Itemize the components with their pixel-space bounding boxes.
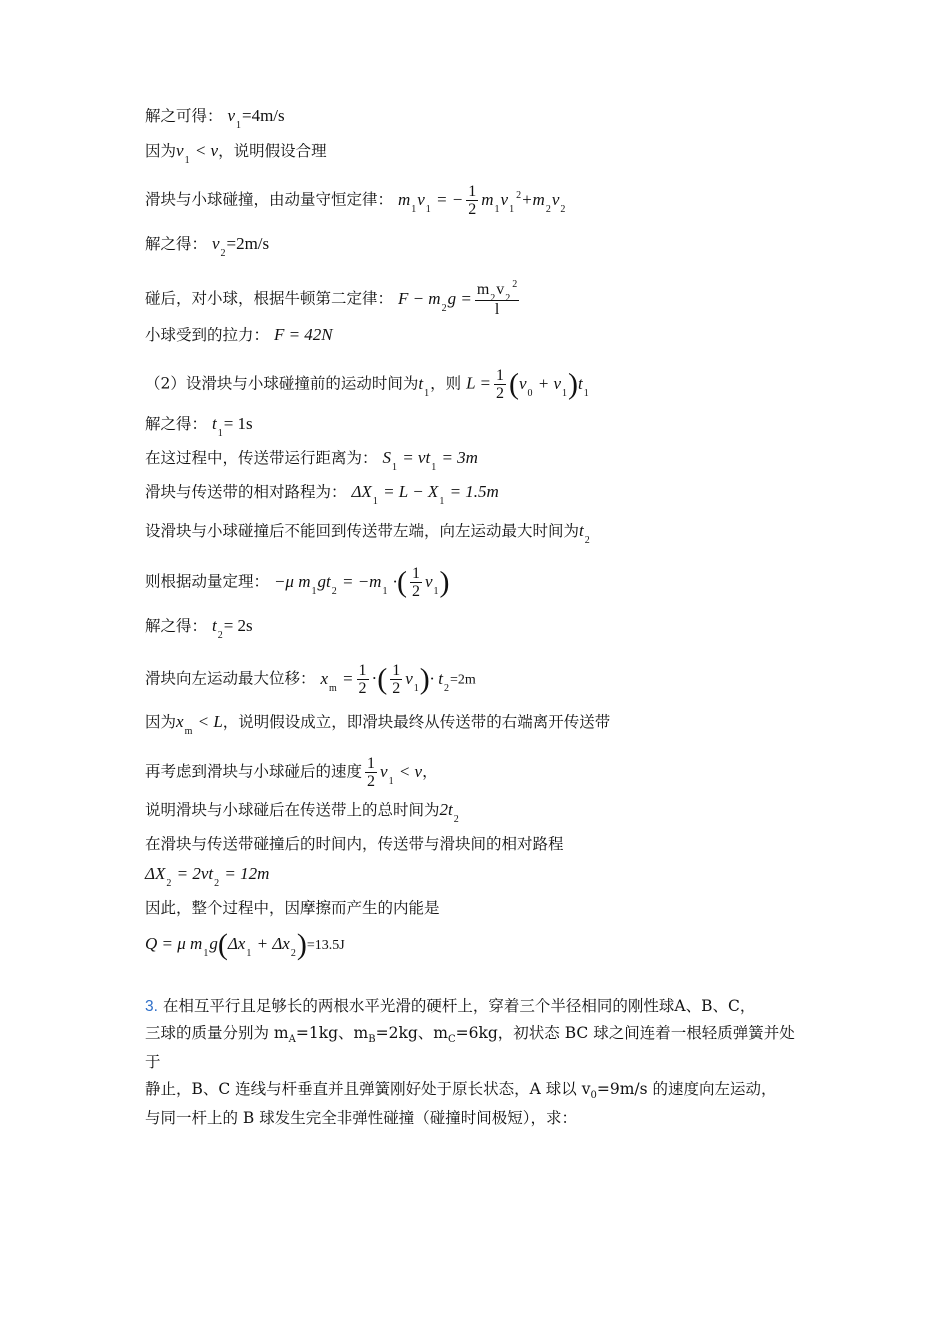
solution-line-2 <box>145 141 327 164</box>
text-label: 滑块与传送带的相对路程为： <box>145 483 347 501</box>
problem-number-dot: . <box>153 998 158 1015</box>
heat-equation-rest: $\Delta x_1 + \Delta x_2$ <box>227 934 296 959</box>
text-label: 则根据动量定理： <box>145 572 270 591</box>
fraction-half: $\frac{1}{2}$ <box>495 367 504 402</box>
solution-line-6 <box>145 325 333 345</box>
fraction-centripetal: $\frac{m_2v_2^2}{l}$ <box>476 279 518 318</box>
formula: $t_1$ <box>211 414 223 439</box>
solution-line-7 <box>145 367 590 402</box>
text-tail: ，说明假设合理 <box>218 142 327 160</box>
formula-value: =2m/s <box>226 234 270 253</box>
formula-value: =13.5J <box>306 938 345 953</box>
formula: $v_1$ <box>405 668 419 694</box>
fraction-half: $\frac{1}{2}$ <box>411 565 420 600</box>
formula: $x_m < L$ <box>176 712 223 737</box>
text-tail: ， <box>422 762 438 781</box>
subscript: 0 <box>590 1090 597 1101</box>
solution-line-9 <box>145 448 478 471</box>
solution-line-10 <box>145 482 499 505</box>
text-label: 碰后，对小球，根据牛顿第二定律： <box>145 289 394 308</box>
solution-line-15 <box>145 712 610 735</box>
text-label: 在滑块与传送带碰撞后的时间内，传送带与滑块间的相对路程 <box>145 835 564 853</box>
formula-value: = 1s <box>223 414 253 433</box>
formula: $v_1$ <box>227 106 241 131</box>
formula: $t_2$ <box>211 616 223 641</box>
solution-line-13 <box>145 616 253 639</box>
paren-left: ( <box>217 928 228 961</box>
subscript: C <box>447 1034 456 1045</box>
problem-text: 在相互平行且足够长的两根水平光滑的硬杆上，穿着三个半径相同的刚性球A、B、C， <box>162 997 756 1015</box>
solution-line-21 <box>145 930 345 960</box>
relative-distance-equation: $\Delta X_1 = L - X_1 = 1.5m$ <box>351 482 499 507</box>
problem-3-line-3 <box>145 1076 810 1105</box>
text-label: 在这过程中，传送带运行距离为： <box>145 449 378 467</box>
formula: $v_1$ <box>424 571 439 597</box>
solution-line-19 <box>145 864 269 887</box>
problem-text: =2kg、m <box>375 1024 448 1042</box>
subscript: B <box>368 1034 376 1045</box>
paren-left: ( <box>396 565 407 599</box>
momentum-equation: $m_1v_1$ = − <box>397 189 464 215</box>
problem-text: 静止，B、C 连线与杆垂直并且弹簧刚好处于原长状态，A 球以 v <box>145 1080 591 1098</box>
paren-right: ) <box>419 662 430 696</box>
solution-line-3 <box>145 183 566 218</box>
solution-line-1 <box>145 106 285 129</box>
formula: $v_1 < v$ <box>176 141 219 166</box>
text-label: （2）设滑块与小球碰撞前的运动时间为 <box>145 374 419 393</box>
fraction-half: $\frac{1}{2}$ <box>468 183 477 218</box>
formula-value: =2m <box>449 672 476 688</box>
paren-left: ( <box>377 662 388 696</box>
text-label: 说明滑块与小球碰后在传送带上的总时间为 <box>145 801 440 819</box>
solution-line-16 <box>145 755 438 790</box>
dot-operator: · <box>371 668 378 688</box>
paren-right: ) <box>568 367 579 401</box>
problem-3-line-4 <box>145 1105 810 1132</box>
solution-line-17 <box>145 800 460 823</box>
belt-distance-equation: $S_1 = vt_1 = 3m$ <box>382 448 478 473</box>
text-label: 解之得： <box>145 617 208 635</box>
text-mid: ，则 <box>430 374 462 393</box>
text-label: 小球受到的拉力： <box>145 326 270 344</box>
relative-distance-equation-2: $\Delta X_2 = 2vt_2 = 12m$ <box>145 864 270 889</box>
solution-line-5 <box>145 281 522 318</box>
momentum-equation-rest: $m_1v_1^2+m_2v_2$ <box>481 189 566 215</box>
text-label: 解之得： <box>145 235 208 253</box>
formula-value: = 2s <box>223 616 253 635</box>
formula: · $t_2$ <box>429 668 449 694</box>
heat-equation: Q = μ $m_1g$ <box>145 934 218 959</box>
text-tail: ，说明假设成立，即滑块最终从传送带的右端离开传送带 <box>222 713 611 731</box>
solution-line-4 <box>145 234 269 257</box>
paren-right: ) <box>439 565 450 599</box>
problem-number: 3 <box>145 998 154 1015</box>
solution-line-20 <box>145 898 440 918</box>
text-label: 因为 <box>145 142 177 160</box>
text-label: 滑块与小球碰撞，由动量守恒定律： <box>145 190 394 209</box>
formula: $t_1$ <box>418 373 430 399</box>
distance-equation-rest: $v_0 + v_1$ <box>518 373 568 399</box>
problem-3-line-1 <box>145 993 810 1020</box>
formula: $2t_2$ <box>439 800 459 825</box>
fraction-half: $\frac{1}{2}$ <box>358 662 367 697</box>
tension-result: F = 42N <box>273 325 333 344</box>
text-label: 再考虑到滑块与小球碰后的速度 <box>145 762 363 781</box>
problem-3-line-2 <box>145 1020 810 1076</box>
formula: $v_1 < v$ <box>380 761 423 787</box>
distance-equation: L = <box>466 373 491 393</box>
text-label: 因为 <box>145 713 177 731</box>
newton-equation: $F - m_2g$ = <box>397 288 472 314</box>
problem-text: =6kg，初状态 BC 球之间连着一根轻质弹簧并处于 <box>145 1024 795 1071</box>
solution-line-14 <box>145 662 476 697</box>
solution-line-12 <box>145 565 450 600</box>
fraction-half: $\frac{1}{2}$ <box>367 755 376 790</box>
formula: $t_2$ <box>579 521 590 546</box>
formula: $t_1$ <box>578 373 589 399</box>
fraction-half: $\frac{1}{2}$ <box>392 662 401 697</box>
paren-left: ( <box>508 367 519 401</box>
problem-text: =1kg、m <box>295 1024 369 1042</box>
text-label: 滑块向左运动最大位移： <box>145 669 316 688</box>
formula: $v_2$ <box>211 234 226 259</box>
displacement-equation: $x_m$ = <box>320 668 354 694</box>
problem-text: 与同一杆上的 B 球发生完全非弹性碰撞（碰撞时间极短），求： <box>145 1109 577 1127</box>
subscript: A <box>288 1034 296 1045</box>
text-label: 解之可得： <box>145 107 223 125</box>
impulse-equation: −μ $m_1gt_2 = -m_1$ · <box>273 571 397 597</box>
solution-line-11 <box>145 521 591 544</box>
problem-text: 三球的质量分别为 m <box>145 1024 289 1042</box>
text-label: 设滑块与小球碰撞后不能回到传送带左端，向左运动最大时间为 <box>145 522 580 540</box>
problem-text: =9m/s 的速度向左运动， <box>596 1080 777 1098</box>
formula-value: =4m/s <box>242 106 285 125</box>
solution-line-8 <box>145 414 253 437</box>
text-label: 解之得： <box>145 415 208 433</box>
problem-3 <box>145 993 810 1132</box>
text-label: 因此，整个过程中，因摩擦而产生的内能是 <box>145 899 440 917</box>
solution-line-18 <box>145 834 564 854</box>
paren-right: ) <box>296 928 307 961</box>
